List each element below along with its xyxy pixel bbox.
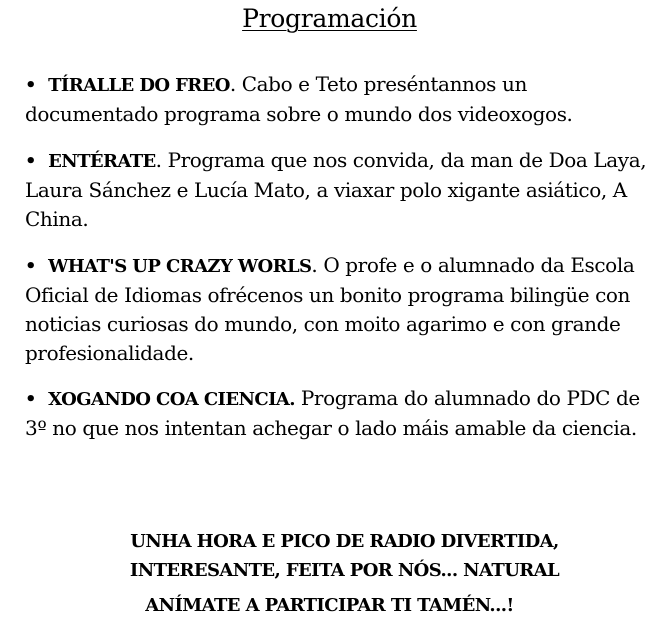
program-item-name: ENTÉRATE (48, 151, 156, 172)
program-item-description: . Programa que nos convida, da man de Doa Laya, Laura Sánchez e Lucía Mato, a viaxar polo xigante asiático, A China. (25, 148, 647, 231)
program-item-description: . O profe e o alumnado da Escola Oficial de Idiomas ofrécenos un bonito programa bilingüe con noticias curiosas do mundo, con moito agarimo e con grande profesionalidade. (25, 253, 635, 365)
program-item-name: WHAT'S UP CRAZY WORLS (48, 256, 312, 277)
program-item-name: TÍRALLE DO FREO (48, 75, 230, 96)
program-item-description: . Cabo e Teto preséntannos un documentado programa sobre o mundo dos videoxogos. (25, 72, 573, 126)
bullet-icon: • (25, 389, 37, 410)
bullet-icon: • (25, 151, 37, 172)
program-item (25, 70, 657, 129)
page-title: Programación (242, 4, 417, 33)
call-to-action: ANÍMATE A PARTICIPAR TI TAMÉN...! (145, 595, 514, 616)
closing-line: INTERESANTE, FEITA POR NÓS... NATURAL (129, 560, 560, 581)
program-item-description: Programa do alumnado do PDC de 3º no que nos intentan achegar o lado máis amable da ciencia. (25, 386, 640, 440)
program-item (25, 384, 657, 443)
program-item-name: XOGANDO COA CIENCIA. (48, 389, 295, 410)
program-item (25, 146, 657, 234)
program-item (25, 251, 657, 368)
bullet-icon: • (25, 75, 37, 96)
closing-line: UNHA HORA E PICO DE RADIO DIVERTIDA, (130, 531, 559, 552)
bullet-icon: • (25, 256, 37, 277)
